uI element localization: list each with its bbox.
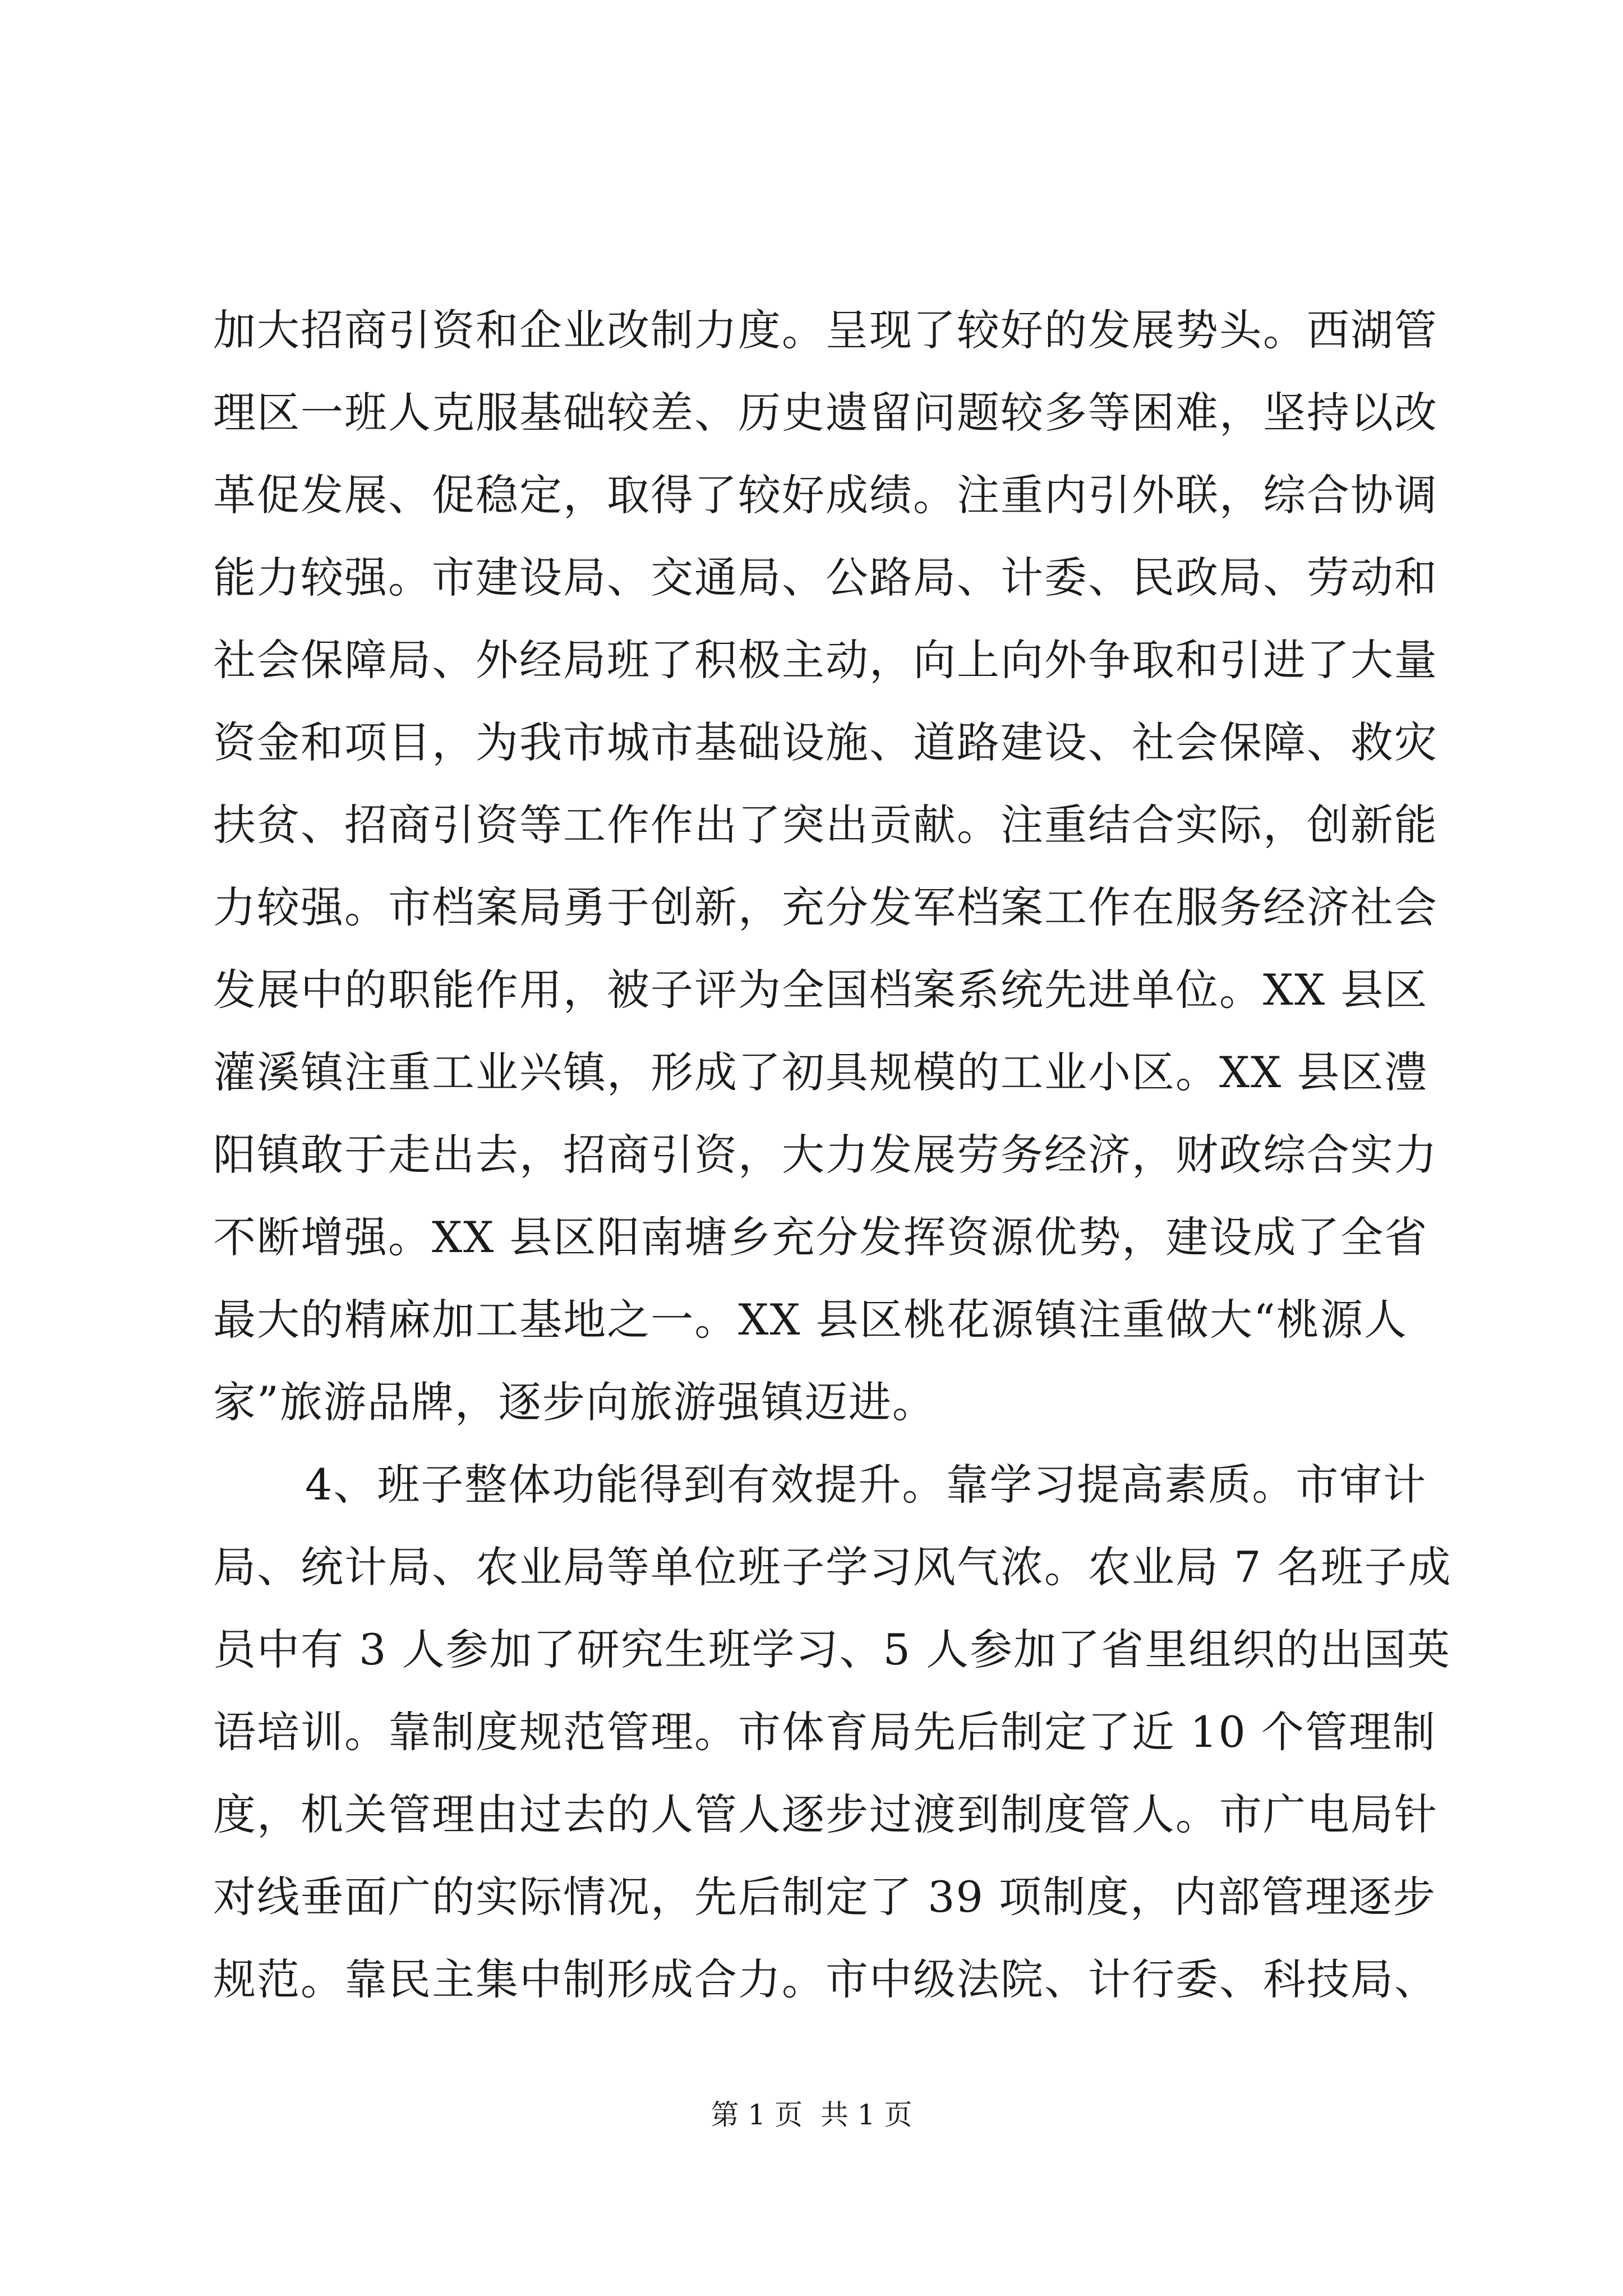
text-line: 灌溪镇注重工业兴镇，形成了初具规模的工业小区。XX 县区澧 (213, 1047, 1428, 1097)
text-line: 语培训。靠制度规范管理。市体育局先后制定了近 10 个管理制 (213, 1707, 1437, 1757)
text-line: 理区一班人克服基础较差、历史遗留问题较多等困难，坚持以改 (213, 388, 1438, 438)
text-line: 对线垂面广的实际情况，先后制定了 39 项制度，内部管理逐步 (213, 1872, 1437, 1922)
text-line: 扶贫、招商引资等工作作出了突出贡献。注重结合实际，创新能 (213, 800, 1438, 850)
text-line-paragraph-end: 家”旅游品牌，逐步向旅游强镇迈进。 (213, 1377, 936, 1427)
page-footer (0, 2095, 1623, 2134)
text-line: 员中有 3 人参加了研究生班学习、5 人参加了省里组织的出国英 (213, 1625, 1451, 1674)
text-line-paragraph-start: 4、班子整体功能得到有效提升。靠学习提高素质。市审计 (305, 1460, 1427, 1510)
text-line: 资金和项目，为我市城市基础设施、道路建设、社会保障、救灾 (213, 717, 1438, 767)
body-text (213, 289, 1452, 2021)
text-line: 不断增强。XX 县区阳南塘乡充分发挥资源优势，建设成了全省 (213, 1212, 1428, 1262)
text-line: 发展中的职能作用，被子评为全国档案系统先进单位。XX 县区 (213, 965, 1428, 1015)
text-line: 规范。靠民主集中制形成合力。市中级法院、计行委、科技局、 (213, 1954, 1438, 2004)
page-number: 第 1 页 共 1 页 (711, 2099, 912, 2131)
text-line: 加大招商引资和企业改制力度。呈现了较好的发展势头。西湖管 (213, 305, 1438, 355)
text-line: 最大的精麻加工基地之一。XX 县区桃花源镇注重做大“桃源人 (213, 1295, 1408, 1345)
text-line: 革促发展、促稳定，取得了较好成绩。注重内引外联，综合协调 (213, 470, 1438, 520)
text-line: 力较强。市档案局勇于创新，充分发军档案工作在服务经济社会 (213, 882, 1438, 932)
text-line: 度，机关管理由过去的人管人逐步过渡到制度管人。市广电局针 (213, 1789, 1438, 1839)
text-line: 能力较强。市建设局、交通局、公路局、计委、民政局、劳动和 (213, 553, 1438, 602)
text-line: 局、统计局、农业局等单位班子学习风气浓。农业局 7 名班子成 (213, 1542, 1452, 1592)
text-line: 社会保障局、外经局班了积极主动，向上向外争取和引进了大量 (213, 635, 1438, 685)
text-line: 阳镇敢于走出去，招商引资，大力发展劳务经济，财政综合实力 (213, 1130, 1438, 1180)
